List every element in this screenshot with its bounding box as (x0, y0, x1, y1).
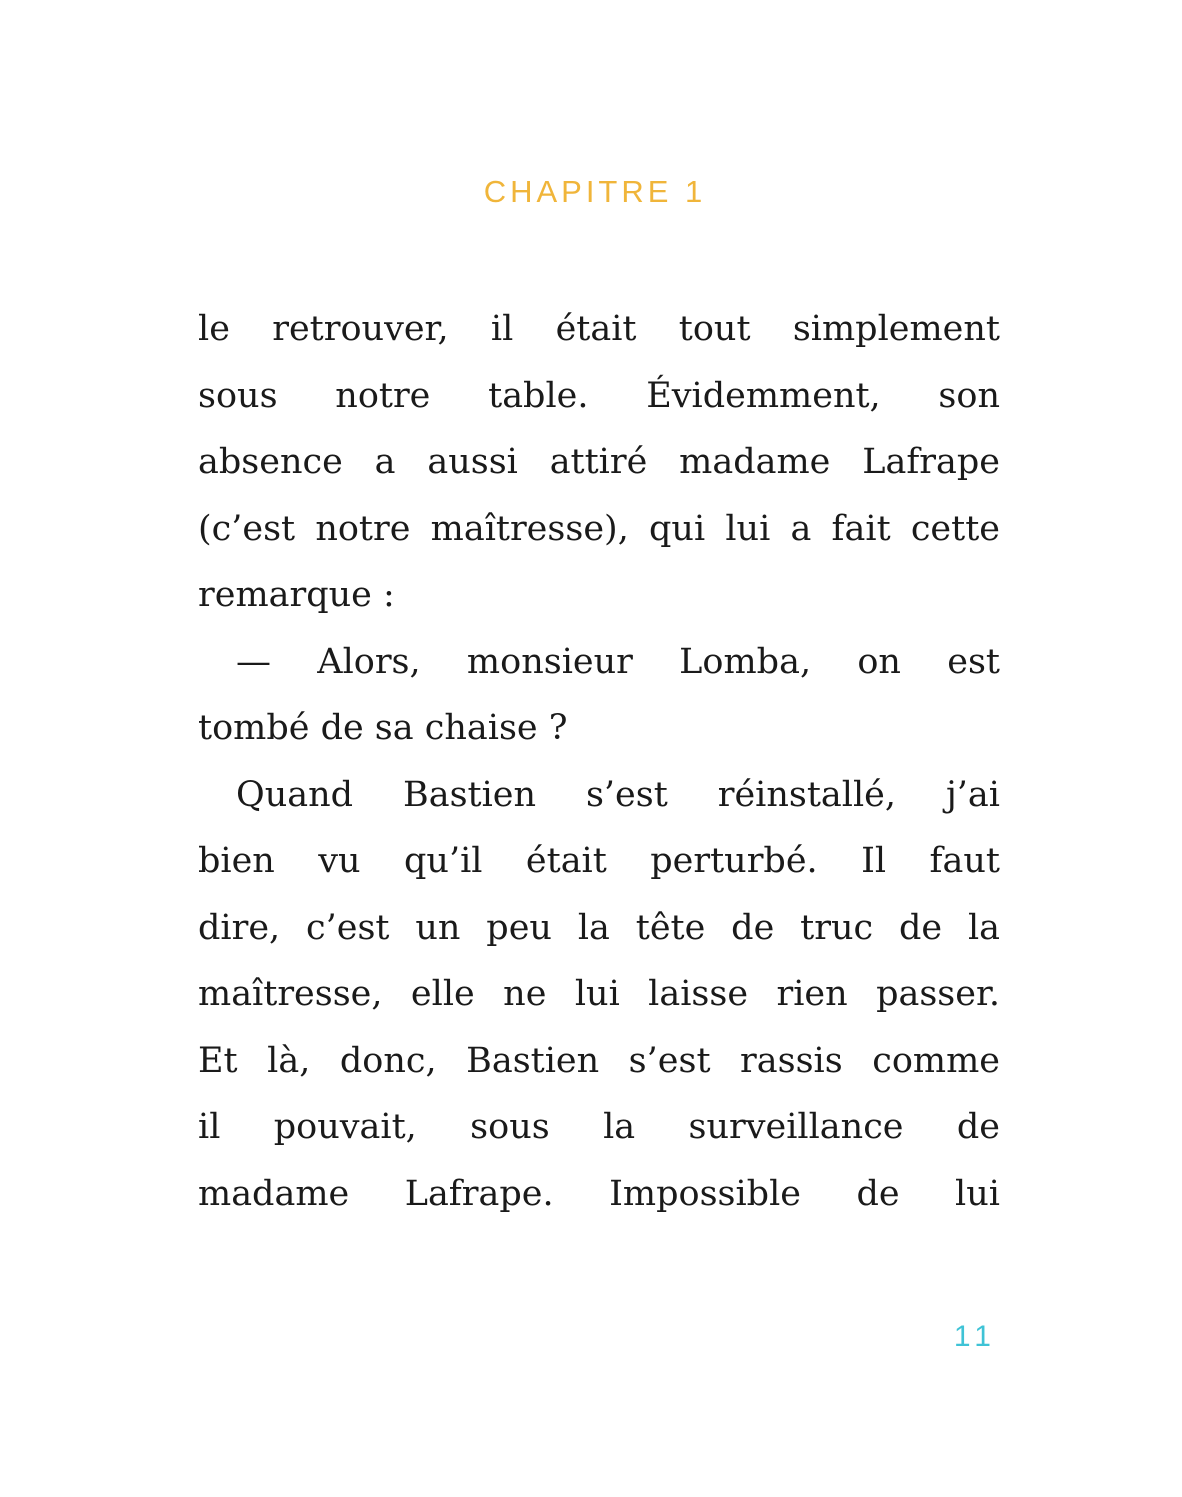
body-text (198, 296, 1000, 1227)
text-line: Et là, donc, Bastien s’est rassis comme (198, 1040, 1000, 1081)
text-line: — Alors, monsieur Lomba, on est (236, 641, 1000, 682)
text-line: tombé de sa chaise ? (198, 708, 568, 748)
text-line: bien vu qu’il était perturbé. Il faut (198, 841, 1000, 881)
text-line: dire, c’est un peu la tête de truc de la (198, 907, 1000, 948)
paragraph-3 (198, 762, 1000, 1228)
text-line: madame Lafrape. Impossible de lui (198, 1173, 1000, 1214)
chapter-heading: CHAPITRE 1 (483, 174, 707, 209)
text-line: le retrouver, il était tout simplement (198, 309, 1000, 349)
text-line: remarque : (198, 575, 395, 615)
text-line: maîtresse, elle ne lui laisse rien passer. (198, 974, 1000, 1014)
text-line: absence a aussi attiré madame Lafrape (198, 442, 1000, 482)
paragraph-1 (198, 296, 1000, 629)
text-line: (c’est notre maîtresse), qui lui a fait cette (198, 508, 1000, 549)
text-line: il pouvait, sous la surveillance de (198, 1107, 1000, 1147)
paragraph-2 (198, 629, 1000, 762)
text-line: sous notre table. Évidemment, son (198, 375, 1000, 416)
text-line: Quand Bastien s’est réinstallé, j’ai (236, 774, 1000, 815)
page-number: 11 (953, 1320, 997, 1353)
